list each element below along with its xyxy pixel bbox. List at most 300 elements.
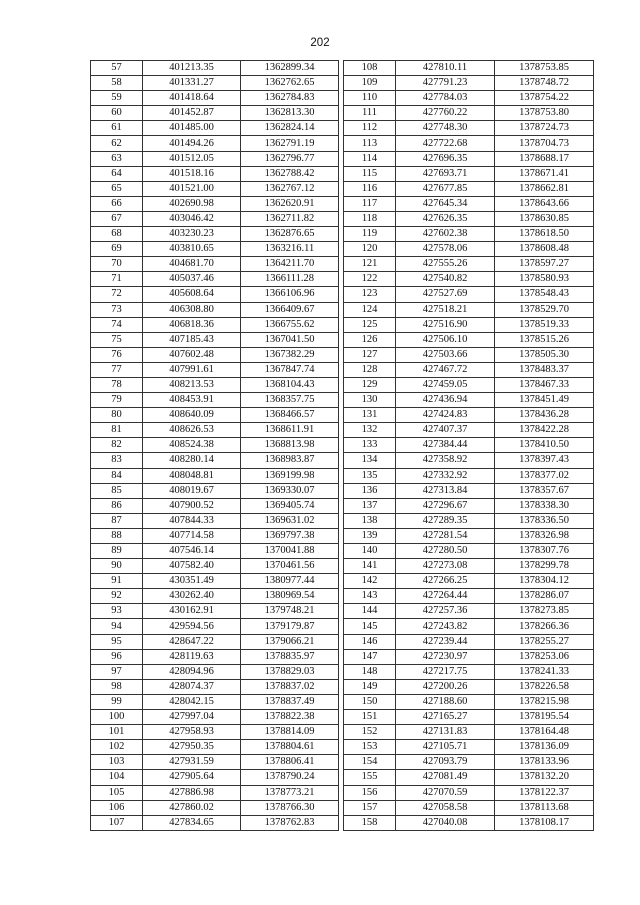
coordinates-table-left (90, 60, 339, 831)
point-number-cell: 85 (91, 483, 143, 498)
x-coordinate-cell: 428074.37 (143, 679, 241, 694)
point-number-cell: 151 (344, 710, 396, 725)
y-coordinate-cell: 1366106.96 (241, 287, 339, 302)
point-number-cell: 125 (344, 317, 396, 332)
y-coordinate-cell: 1378837.02 (241, 679, 339, 694)
point-number-cell: 128 (344, 362, 396, 377)
y-coordinate-cell: 1378467.33 (495, 377, 594, 392)
point-number-cell: 61 (91, 121, 143, 136)
y-coordinate-cell: 1379179.87 (241, 619, 339, 634)
x-coordinate-cell: 427239.44 (396, 634, 495, 649)
y-coordinate-cell: 1378754.22 (495, 91, 594, 106)
y-coordinate-cell: 1370461.56 (241, 559, 339, 574)
table-row (344, 634, 594, 649)
y-coordinate-cell: 1378422.28 (495, 423, 594, 438)
y-coordinate-cell: 1362824.14 (241, 121, 339, 136)
table-row (344, 181, 594, 196)
table-row (91, 362, 339, 377)
point-number-cell: 132 (344, 423, 396, 438)
table-row (344, 679, 594, 694)
x-coordinate-cell: 407185.43 (143, 332, 241, 347)
x-coordinate-cell: 427693.71 (396, 166, 495, 181)
y-coordinate-cell: 1362784.83 (241, 91, 339, 106)
table-row (344, 211, 594, 226)
table-row (344, 453, 594, 468)
y-coordinate-cell: 1378618.50 (495, 227, 594, 242)
table-row (91, 544, 339, 559)
table-row (91, 513, 339, 528)
point-number-cell: 156 (344, 785, 396, 800)
y-coordinate-cell: 1362791.19 (241, 136, 339, 151)
x-coordinate-cell: 403810.65 (143, 242, 241, 257)
point-number-cell: 141 (344, 559, 396, 574)
point-number-cell: 87 (91, 513, 143, 528)
table-row (344, 528, 594, 543)
point-number-cell: 124 (344, 302, 396, 317)
x-coordinate-cell: 427131.83 (396, 725, 495, 740)
point-number-cell: 155 (344, 770, 396, 785)
y-coordinate-cell: 1378436.28 (495, 408, 594, 423)
x-coordinate-cell: 427266.25 (396, 574, 495, 589)
table-row (344, 785, 594, 800)
y-coordinate-cell: 1378753.85 (495, 61, 594, 76)
y-coordinate-cell: 1378377.02 (495, 468, 594, 483)
table-row (91, 76, 339, 91)
x-coordinate-cell: 408280.14 (143, 453, 241, 468)
point-number-cell: 60 (91, 106, 143, 121)
point-number-cell: 120 (344, 242, 396, 257)
y-coordinate-cell: 1378307.76 (495, 544, 594, 559)
point-number-cell: 135 (344, 468, 396, 483)
table-row (91, 755, 339, 770)
x-coordinate-cell: 427677.85 (396, 181, 495, 196)
point-number-cell: 89 (91, 544, 143, 559)
point-number-cell: 146 (344, 634, 396, 649)
x-coordinate-cell: 427860.02 (143, 800, 241, 815)
x-coordinate-cell: 403230.23 (143, 227, 241, 242)
point-number-cell: 109 (344, 76, 396, 91)
y-coordinate-cell: 1378253.06 (495, 649, 594, 664)
y-coordinate-cell: 1366111.28 (241, 272, 339, 287)
y-coordinate-cell: 1378195.54 (495, 710, 594, 725)
point-number-cell: 111 (344, 106, 396, 121)
x-coordinate-cell: 408048.81 (143, 468, 241, 483)
y-coordinate-cell: 1378548.43 (495, 287, 594, 302)
point-number-cell: 113 (344, 136, 396, 151)
x-coordinate-cell: 428042.15 (143, 694, 241, 709)
x-coordinate-cell: 427407.37 (396, 423, 495, 438)
point-number-cell: 98 (91, 679, 143, 694)
table-row (91, 634, 339, 649)
table-row (91, 710, 339, 725)
table-row (344, 574, 594, 589)
y-coordinate-cell: 1378241.33 (495, 664, 594, 679)
point-number-cell: 127 (344, 347, 396, 362)
table-row (91, 91, 339, 106)
point-number-cell: 150 (344, 694, 396, 709)
x-coordinate-cell: 408524.38 (143, 438, 241, 453)
point-number-cell: 131 (344, 408, 396, 423)
table-row (91, 272, 339, 287)
y-coordinate-cell: 1369631.02 (241, 513, 339, 528)
y-coordinate-cell: 1378724.73 (495, 121, 594, 136)
table-row (344, 604, 594, 619)
x-coordinate-cell: 427905.64 (143, 770, 241, 785)
x-coordinate-cell: 427281.54 (396, 528, 495, 543)
x-coordinate-cell: 406818.36 (143, 317, 241, 332)
point-number-cell: 74 (91, 317, 143, 332)
x-coordinate-cell: 427931.59 (143, 755, 241, 770)
x-coordinate-cell: 427165.27 (396, 710, 495, 725)
table-row (91, 800, 339, 815)
point-number-cell: 75 (91, 332, 143, 347)
y-coordinate-cell: 1362876.65 (241, 227, 339, 242)
y-coordinate-cell: 1378273.85 (495, 604, 594, 619)
point-number-cell: 99 (91, 694, 143, 709)
x-coordinate-cell: 427289.35 (396, 513, 495, 528)
x-coordinate-cell: 405608.64 (143, 287, 241, 302)
point-number-cell: 154 (344, 755, 396, 770)
x-coordinate-cell: 427257.36 (396, 604, 495, 619)
point-number-cell: 126 (344, 332, 396, 347)
table-row (91, 423, 339, 438)
point-number-cell: 101 (91, 725, 143, 740)
table-row (344, 227, 594, 242)
x-coordinate-cell: 401331.27 (143, 76, 241, 91)
point-number-cell: 133 (344, 438, 396, 453)
table-row (91, 498, 339, 513)
point-number-cell: 130 (344, 393, 396, 408)
table-row (91, 664, 339, 679)
table-row (344, 468, 594, 483)
point-number-cell: 117 (344, 196, 396, 211)
table-row (344, 332, 594, 347)
x-coordinate-cell: 427384.44 (396, 438, 495, 453)
x-coordinate-cell: 427760.22 (396, 106, 495, 121)
table-row (91, 408, 339, 423)
y-coordinate-cell: 1380977.44 (241, 574, 339, 589)
x-coordinate-cell: 427997.04 (143, 710, 241, 725)
table-row (344, 393, 594, 408)
point-number-cell: 123 (344, 287, 396, 302)
point-number-cell: 62 (91, 136, 143, 151)
point-number-cell: 140 (344, 544, 396, 559)
table-row (344, 770, 594, 785)
point-number-cell: 78 (91, 377, 143, 392)
y-coordinate-cell: 1378266.36 (495, 619, 594, 634)
y-coordinate-cell: 1379748.21 (241, 604, 339, 619)
point-number-cell: 116 (344, 181, 396, 196)
table-row (91, 468, 339, 483)
point-number-cell: 73 (91, 302, 143, 317)
table-row (344, 725, 594, 740)
point-number-cell: 152 (344, 725, 396, 740)
x-coordinate-cell: 430262.40 (143, 589, 241, 604)
table-row (91, 377, 339, 392)
x-coordinate-cell: 401512.05 (143, 151, 241, 166)
table-row (91, 694, 339, 709)
table-row (91, 211, 339, 226)
point-number-cell: 149 (344, 679, 396, 694)
y-coordinate-cell: 1378255.27 (495, 634, 594, 649)
x-coordinate-cell: 427217.75 (396, 664, 495, 679)
y-coordinate-cell: 1362711.82 (241, 211, 339, 226)
table-row (344, 544, 594, 559)
point-number-cell: 145 (344, 619, 396, 634)
x-coordinate-cell: 427527.69 (396, 287, 495, 302)
x-coordinate-cell: 408453.91 (143, 393, 241, 408)
x-coordinate-cell: 406308.80 (143, 302, 241, 317)
x-coordinate-cell: 427040.08 (396, 815, 495, 830)
table-row (344, 438, 594, 453)
y-coordinate-cell: 1378822.38 (241, 710, 339, 725)
y-coordinate-cell: 1378299.78 (495, 559, 594, 574)
y-coordinate-cell: 1369405.74 (241, 498, 339, 513)
table-row (91, 121, 339, 136)
point-number-cell: 67 (91, 211, 143, 226)
x-coordinate-cell: 427810.11 (396, 61, 495, 76)
x-coordinate-cell: 427273.08 (396, 559, 495, 574)
y-coordinate-cell: 1362899.34 (241, 61, 339, 76)
table-row (91, 815, 339, 830)
y-coordinate-cell: 1370041.88 (241, 544, 339, 559)
point-number-cell: 136 (344, 483, 396, 498)
y-coordinate-cell: 1368466.57 (241, 408, 339, 423)
y-coordinate-cell: 1378483.37 (495, 362, 594, 377)
y-coordinate-cell: 1366755.62 (241, 317, 339, 332)
y-coordinate-cell: 1378226.58 (495, 679, 594, 694)
x-coordinate-cell: 427070.59 (396, 785, 495, 800)
x-coordinate-cell: 408019.67 (143, 483, 241, 498)
x-coordinate-cell: 401452.87 (143, 106, 241, 121)
point-number-cell: 138 (344, 513, 396, 528)
x-coordinate-cell: 427424.83 (396, 408, 495, 423)
x-coordinate-cell: 407602.48 (143, 347, 241, 362)
table-row (91, 574, 339, 589)
table-row (344, 513, 594, 528)
point-number-cell: 80 (91, 408, 143, 423)
x-coordinate-cell: 402690.98 (143, 196, 241, 211)
table-row (344, 483, 594, 498)
table-row (344, 664, 594, 679)
table-row (344, 91, 594, 106)
x-coordinate-cell: 427834.65 (143, 815, 241, 830)
table-row (91, 287, 339, 302)
table-row (344, 377, 594, 392)
y-coordinate-cell: 1368104.43 (241, 377, 339, 392)
y-coordinate-cell: 1378773.21 (241, 785, 339, 800)
point-number-cell: 110 (344, 91, 396, 106)
point-number-cell: 64 (91, 166, 143, 181)
x-coordinate-cell: 401485.00 (143, 121, 241, 136)
y-coordinate-cell: 1380969.54 (241, 589, 339, 604)
x-coordinate-cell: 427358.92 (396, 453, 495, 468)
table-row (91, 332, 339, 347)
point-number-cell: 143 (344, 589, 396, 604)
x-coordinate-cell: 407991.61 (143, 362, 241, 377)
y-coordinate-cell: 1369330.07 (241, 483, 339, 498)
y-coordinate-cell: 1366409.67 (241, 302, 339, 317)
table-row (91, 559, 339, 574)
y-coordinate-cell: 1369797.38 (241, 528, 339, 543)
x-coordinate-cell: 427950.35 (143, 740, 241, 755)
x-coordinate-cell: 427748.30 (396, 121, 495, 136)
table-row (344, 76, 594, 91)
y-coordinate-cell: 1378630.85 (495, 211, 594, 226)
point-number-cell: 115 (344, 166, 396, 181)
table-row (344, 815, 594, 830)
point-number-cell: 66 (91, 196, 143, 211)
table-row (344, 106, 594, 121)
x-coordinate-cell: 401518.16 (143, 166, 241, 181)
x-coordinate-cell: 427332.92 (396, 468, 495, 483)
point-number-cell: 106 (91, 800, 143, 815)
table-row (91, 453, 339, 468)
table-row (91, 317, 339, 332)
point-number-cell: 153 (344, 740, 396, 755)
point-number-cell: 122 (344, 272, 396, 287)
x-coordinate-cell: 427602.38 (396, 227, 495, 242)
x-coordinate-cell: 427296.67 (396, 498, 495, 513)
point-number-cell: 68 (91, 227, 143, 242)
x-coordinate-cell: 408626.53 (143, 423, 241, 438)
y-coordinate-cell: 1378766.30 (241, 800, 339, 815)
table-row (91, 619, 339, 634)
x-coordinate-cell: 427645.34 (396, 196, 495, 211)
y-coordinate-cell: 1378835.97 (241, 649, 339, 664)
x-coordinate-cell: 427313.84 (396, 483, 495, 498)
point-number-cell: 121 (344, 257, 396, 272)
y-coordinate-cell: 1378529.70 (495, 302, 594, 317)
table-row (91, 227, 339, 242)
table-row (91, 589, 339, 604)
table-row (91, 61, 339, 76)
table-row (344, 423, 594, 438)
table-row (344, 136, 594, 151)
table-row (91, 740, 339, 755)
x-coordinate-cell: 427958.93 (143, 725, 241, 740)
y-coordinate-cell: 1378286.07 (495, 589, 594, 604)
y-coordinate-cell: 1362767.12 (241, 181, 339, 196)
point-number-cell: 95 (91, 634, 143, 649)
y-coordinate-cell: 1363216.11 (241, 242, 339, 257)
x-coordinate-cell: 427626.35 (396, 211, 495, 226)
y-coordinate-cell: 1368813.98 (241, 438, 339, 453)
point-number-cell: 94 (91, 619, 143, 634)
point-number-cell: 105 (91, 785, 143, 800)
point-number-cell: 118 (344, 211, 396, 226)
table-row (344, 196, 594, 211)
y-coordinate-cell: 1369199.98 (241, 468, 339, 483)
x-coordinate-cell: 427230.97 (396, 649, 495, 664)
y-coordinate-cell: 1378164.48 (495, 725, 594, 740)
table-row (91, 347, 339, 362)
x-coordinate-cell: 427436.94 (396, 393, 495, 408)
point-number-cell: 90 (91, 559, 143, 574)
table-row (91, 528, 339, 543)
x-coordinate-cell: 427105.71 (396, 740, 495, 755)
table-row (344, 800, 594, 815)
table-row (344, 257, 594, 272)
point-number-cell: 137 (344, 498, 396, 513)
y-coordinate-cell: 1378804.61 (241, 740, 339, 755)
table-row (344, 287, 594, 302)
point-number-cell: 57 (91, 61, 143, 76)
point-number-cell: 59 (91, 91, 143, 106)
y-coordinate-cell: 1378662.81 (495, 181, 594, 196)
y-coordinate-cell: 1378136.09 (495, 740, 594, 755)
x-coordinate-cell: 407844.33 (143, 513, 241, 528)
x-coordinate-cell: 427696.35 (396, 151, 495, 166)
y-coordinate-cell: 1362620.91 (241, 196, 339, 211)
point-number-cell: 91 (91, 574, 143, 589)
x-coordinate-cell: 401494.26 (143, 136, 241, 151)
table-row (344, 619, 594, 634)
y-coordinate-cell: 1378113.68 (495, 800, 594, 815)
x-coordinate-cell: 427784.03 (396, 91, 495, 106)
table-row (91, 725, 339, 740)
table-row (344, 121, 594, 136)
y-coordinate-cell: 1378338.30 (495, 498, 594, 513)
table-row (91, 106, 339, 121)
point-number-cell: 88 (91, 528, 143, 543)
point-number-cell: 97 (91, 664, 143, 679)
point-number-cell: 148 (344, 664, 396, 679)
point-number-cell: 82 (91, 438, 143, 453)
x-coordinate-cell: 427722.68 (396, 136, 495, 151)
y-coordinate-cell: 1379066.21 (241, 634, 339, 649)
table-row (344, 272, 594, 287)
table-row (344, 710, 594, 725)
x-coordinate-cell: 405037.46 (143, 272, 241, 287)
table-row (91, 196, 339, 211)
table-row (344, 559, 594, 574)
table-row (91, 242, 339, 257)
x-coordinate-cell: 427243.82 (396, 619, 495, 634)
x-coordinate-cell: 427093.79 (396, 755, 495, 770)
point-number-cell: 114 (344, 151, 396, 166)
table-row (344, 242, 594, 257)
point-number-cell: 144 (344, 604, 396, 619)
point-number-cell: 79 (91, 393, 143, 408)
y-coordinate-cell: 1368357.75 (241, 393, 339, 408)
x-coordinate-cell: 427058.58 (396, 800, 495, 815)
table-row (91, 257, 339, 272)
y-coordinate-cell: 1378580.93 (495, 272, 594, 287)
table-row (344, 166, 594, 181)
point-number-cell: 112 (344, 121, 396, 136)
table-row (91, 483, 339, 498)
table-row (344, 362, 594, 377)
y-coordinate-cell: 1378688.17 (495, 151, 594, 166)
y-coordinate-cell: 1378397.43 (495, 453, 594, 468)
x-coordinate-cell: 407582.40 (143, 559, 241, 574)
y-coordinate-cell: 1378132.20 (495, 770, 594, 785)
y-coordinate-cell: 1378133.96 (495, 755, 594, 770)
y-coordinate-cell: 1368611.91 (241, 423, 339, 438)
y-coordinate-cell: 1378357.67 (495, 483, 594, 498)
y-coordinate-cell: 1378515.26 (495, 332, 594, 347)
point-number-cell: 96 (91, 649, 143, 664)
table-row (91, 151, 339, 166)
table-row (91, 679, 339, 694)
x-coordinate-cell: 427791.23 (396, 76, 495, 91)
x-coordinate-cell: 401521.00 (143, 181, 241, 196)
x-coordinate-cell: 408640.09 (143, 408, 241, 423)
table-row (344, 498, 594, 513)
point-number-cell: 100 (91, 710, 143, 725)
coordinates-table-right (343, 60, 594, 831)
